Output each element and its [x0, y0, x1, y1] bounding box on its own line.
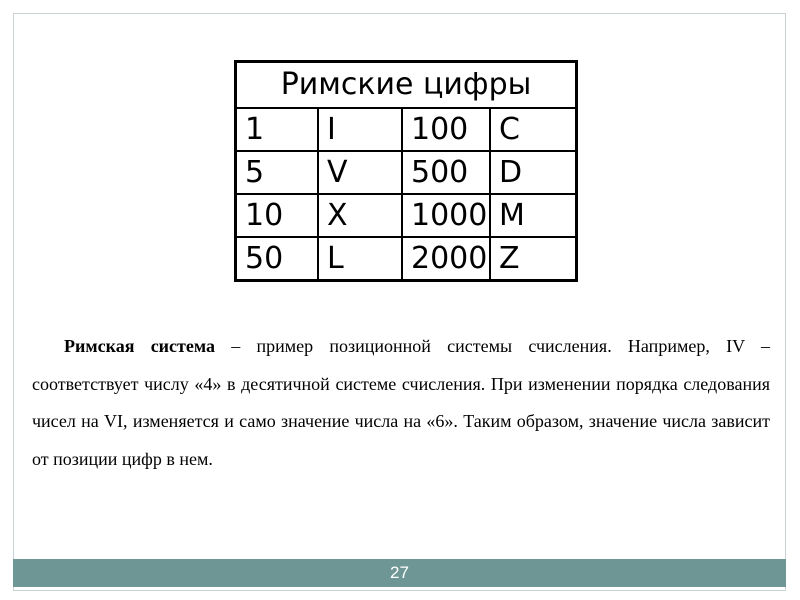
footer-bar: [13, 559, 786, 587]
table-row: [236, 108, 577, 151]
table-row: [236, 194, 577, 237]
table-cell: V: [318, 151, 402, 194]
paragraph-lead: Римская система: [64, 336, 216, 356]
table-cell: 100: [402, 108, 490, 151]
table-cell: M: [490, 194, 577, 237]
table-cell: Z: [490, 237, 577, 281]
table-row: [236, 151, 577, 194]
roman-numerals-table: [234, 60, 578, 282]
table-cell: 50: [236, 237, 319, 281]
body-paragraph: [32, 328, 770, 478]
table-cell: 1000: [402, 194, 490, 237]
table-title: Римские цифры: [236, 62, 577, 109]
table-cell: D: [490, 151, 577, 194]
table-cell: C: [490, 108, 577, 151]
page-number: 27: [390, 563, 409, 582]
paragraph-text: – пример позиционной системы счисления. Например, IV – соответствует числу «4» в десятичной системе счисления. При изменении порядка следования чисел на VI, изменяется и само значение числа на «6». Таким образом, значение числа зависит от позиции цифр в нем.: [32, 336, 770, 469]
table-cell: 500: [402, 151, 490, 194]
table-cell: 10: [236, 194, 319, 237]
table-cell: 1: [236, 108, 319, 151]
table-cell: L: [318, 237, 402, 281]
table-cell: X: [318, 194, 402, 237]
table-row: [236, 237, 577, 281]
table-cell: 2000: [402, 237, 490, 281]
table-cell: 5: [236, 151, 319, 194]
table-cell: I: [318, 108, 402, 151]
